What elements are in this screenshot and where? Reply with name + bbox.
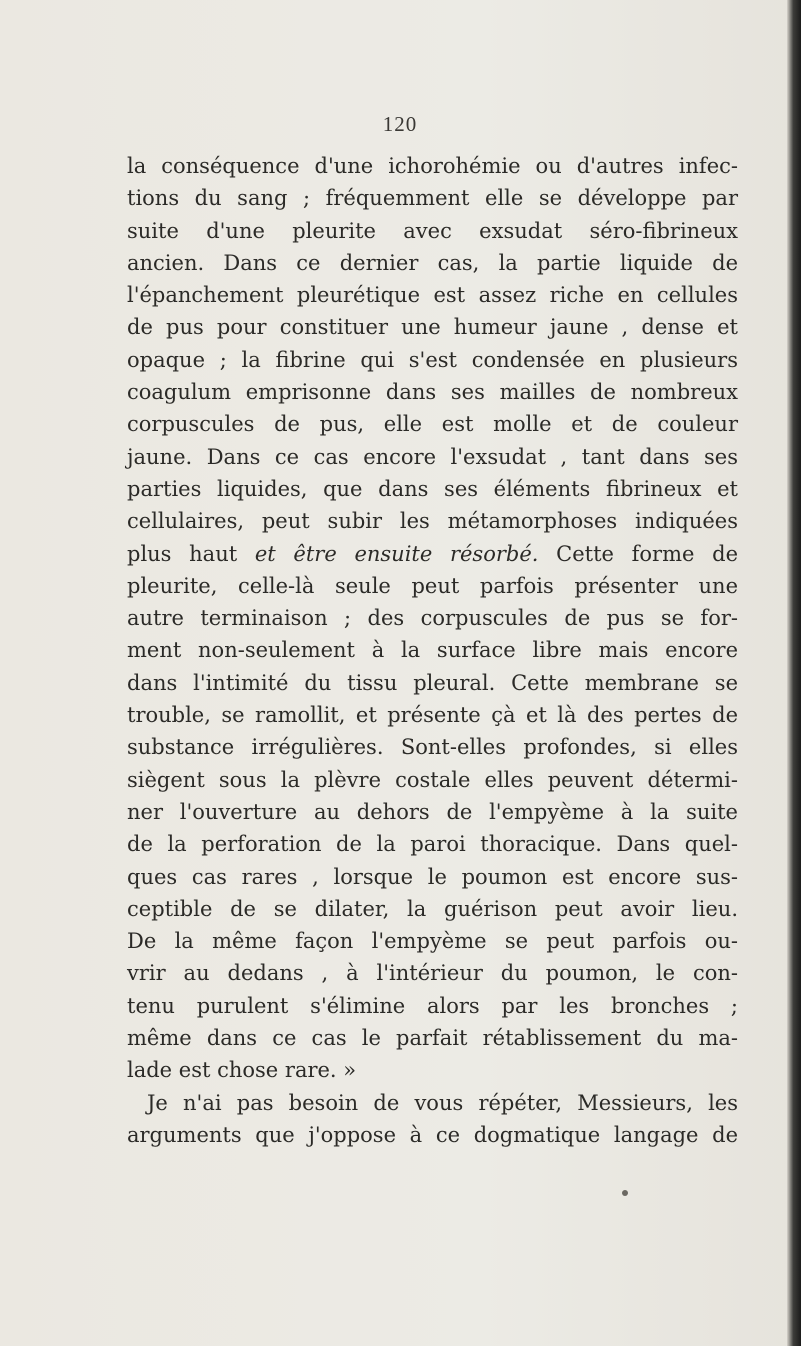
text-segment: plus haut <box>127 541 255 566</box>
text-line: de la perforation de la paroi thoracique. Dans quel- <box>127 832 738 857</box>
text-line: la conséquence d'une ichorohémie ou d'autres infec- <box>127 154 738 178</box>
text-line-with-italic <box>127 538 738 570</box>
text-line: corpuscules de pus, elle est molle et de couleur <box>127 412 738 437</box>
text-line: arguments que j'oppose à ce dogmatique langage de <box>127 1122 738 1147</box>
paper-speck <box>622 1190 628 1196</box>
text-line: vrir au dedans , à l'intérieur du poumon, le con- <box>127 961 738 986</box>
text-line: suite d'une pleurite avec exsudat séro-fibrineux <box>127 218 738 243</box>
text-line: coagulum emprisonne dans ses mailles de nombreux <box>127 380 738 405</box>
text-line: l'épanchement pleurétique est assez riche en cellules <box>127 283 738 308</box>
italic-phrase: et être ensuite résorbé. <box>254 541 539 566</box>
text-line: tenu purulent s'élimine alors par les bronches ; <box>127 993 738 1018</box>
text-line: siègent sous la plèvre costale elles peuvent détermi- <box>127 767 738 792</box>
text-line: parties liquides, que dans ses éléments fibrineux et <box>127 476 738 501</box>
text-line: ment non-seulement à la surface libre mais encore <box>127 638 738 663</box>
text-line: jaune. Dans ce cas encore l'exsudat , tant dans ses <box>127 444 738 469</box>
text-line: lade est chose rare. » <box>127 1058 357 1083</box>
page-number: 120 <box>382 112 418 136</box>
text-line: ancien. Dans ce dernier cas, la partie liquide de <box>127 250 738 275</box>
text-line: ner l'ouverture au dehors de l'empyème à la suite <box>127 799 738 824</box>
text-line: Je n'ai pas besoin de vous répéter, Messieurs, les <box>147 1090 738 1115</box>
text-line: opaque ; la fibrine qui s'est condensée en plusieurs <box>127 347 738 372</box>
text-line: ceptible de se dilater, la guérison peut avoir lieu. <box>127 896 738 921</box>
page-edge-shadow <box>787 0 801 1346</box>
text-line: ques cas rares , lorsque le poumon est encore sus- <box>127 864 738 889</box>
text-line: autre terminaison ; des corpuscules de pus se for- <box>127 606 738 631</box>
body-text <box>127 150 738 1151</box>
text-line: de pus pour constituer une humeur jaune , dense et <box>127 315 738 340</box>
text-line: trouble, se ramollit, et présente çà et là des pertes de <box>127 703 738 728</box>
text-line: substance irrégulières. Sont-elles profondes, si elles <box>127 735 738 760</box>
text-line: cellulaires, peut subir les métamorphoses indiquées <box>127 509 738 534</box>
text-segment: Cette forme de <box>538 541 738 566</box>
text-line: tions du sang ; fréquemment elle se développe par <box>127 186 738 211</box>
text-line: De la même façon l'empyème se peut parfois ou- <box>127 929 738 954</box>
text-line: pleurite, celle-là seule peut parfois présenter une <box>127 573 738 598</box>
text-line: dans l'intimité du tissu pleural. Cette membrane se <box>127 670 738 695</box>
text-line: même dans ce cas le parfait rétablissement du ma- <box>127 1026 738 1051</box>
